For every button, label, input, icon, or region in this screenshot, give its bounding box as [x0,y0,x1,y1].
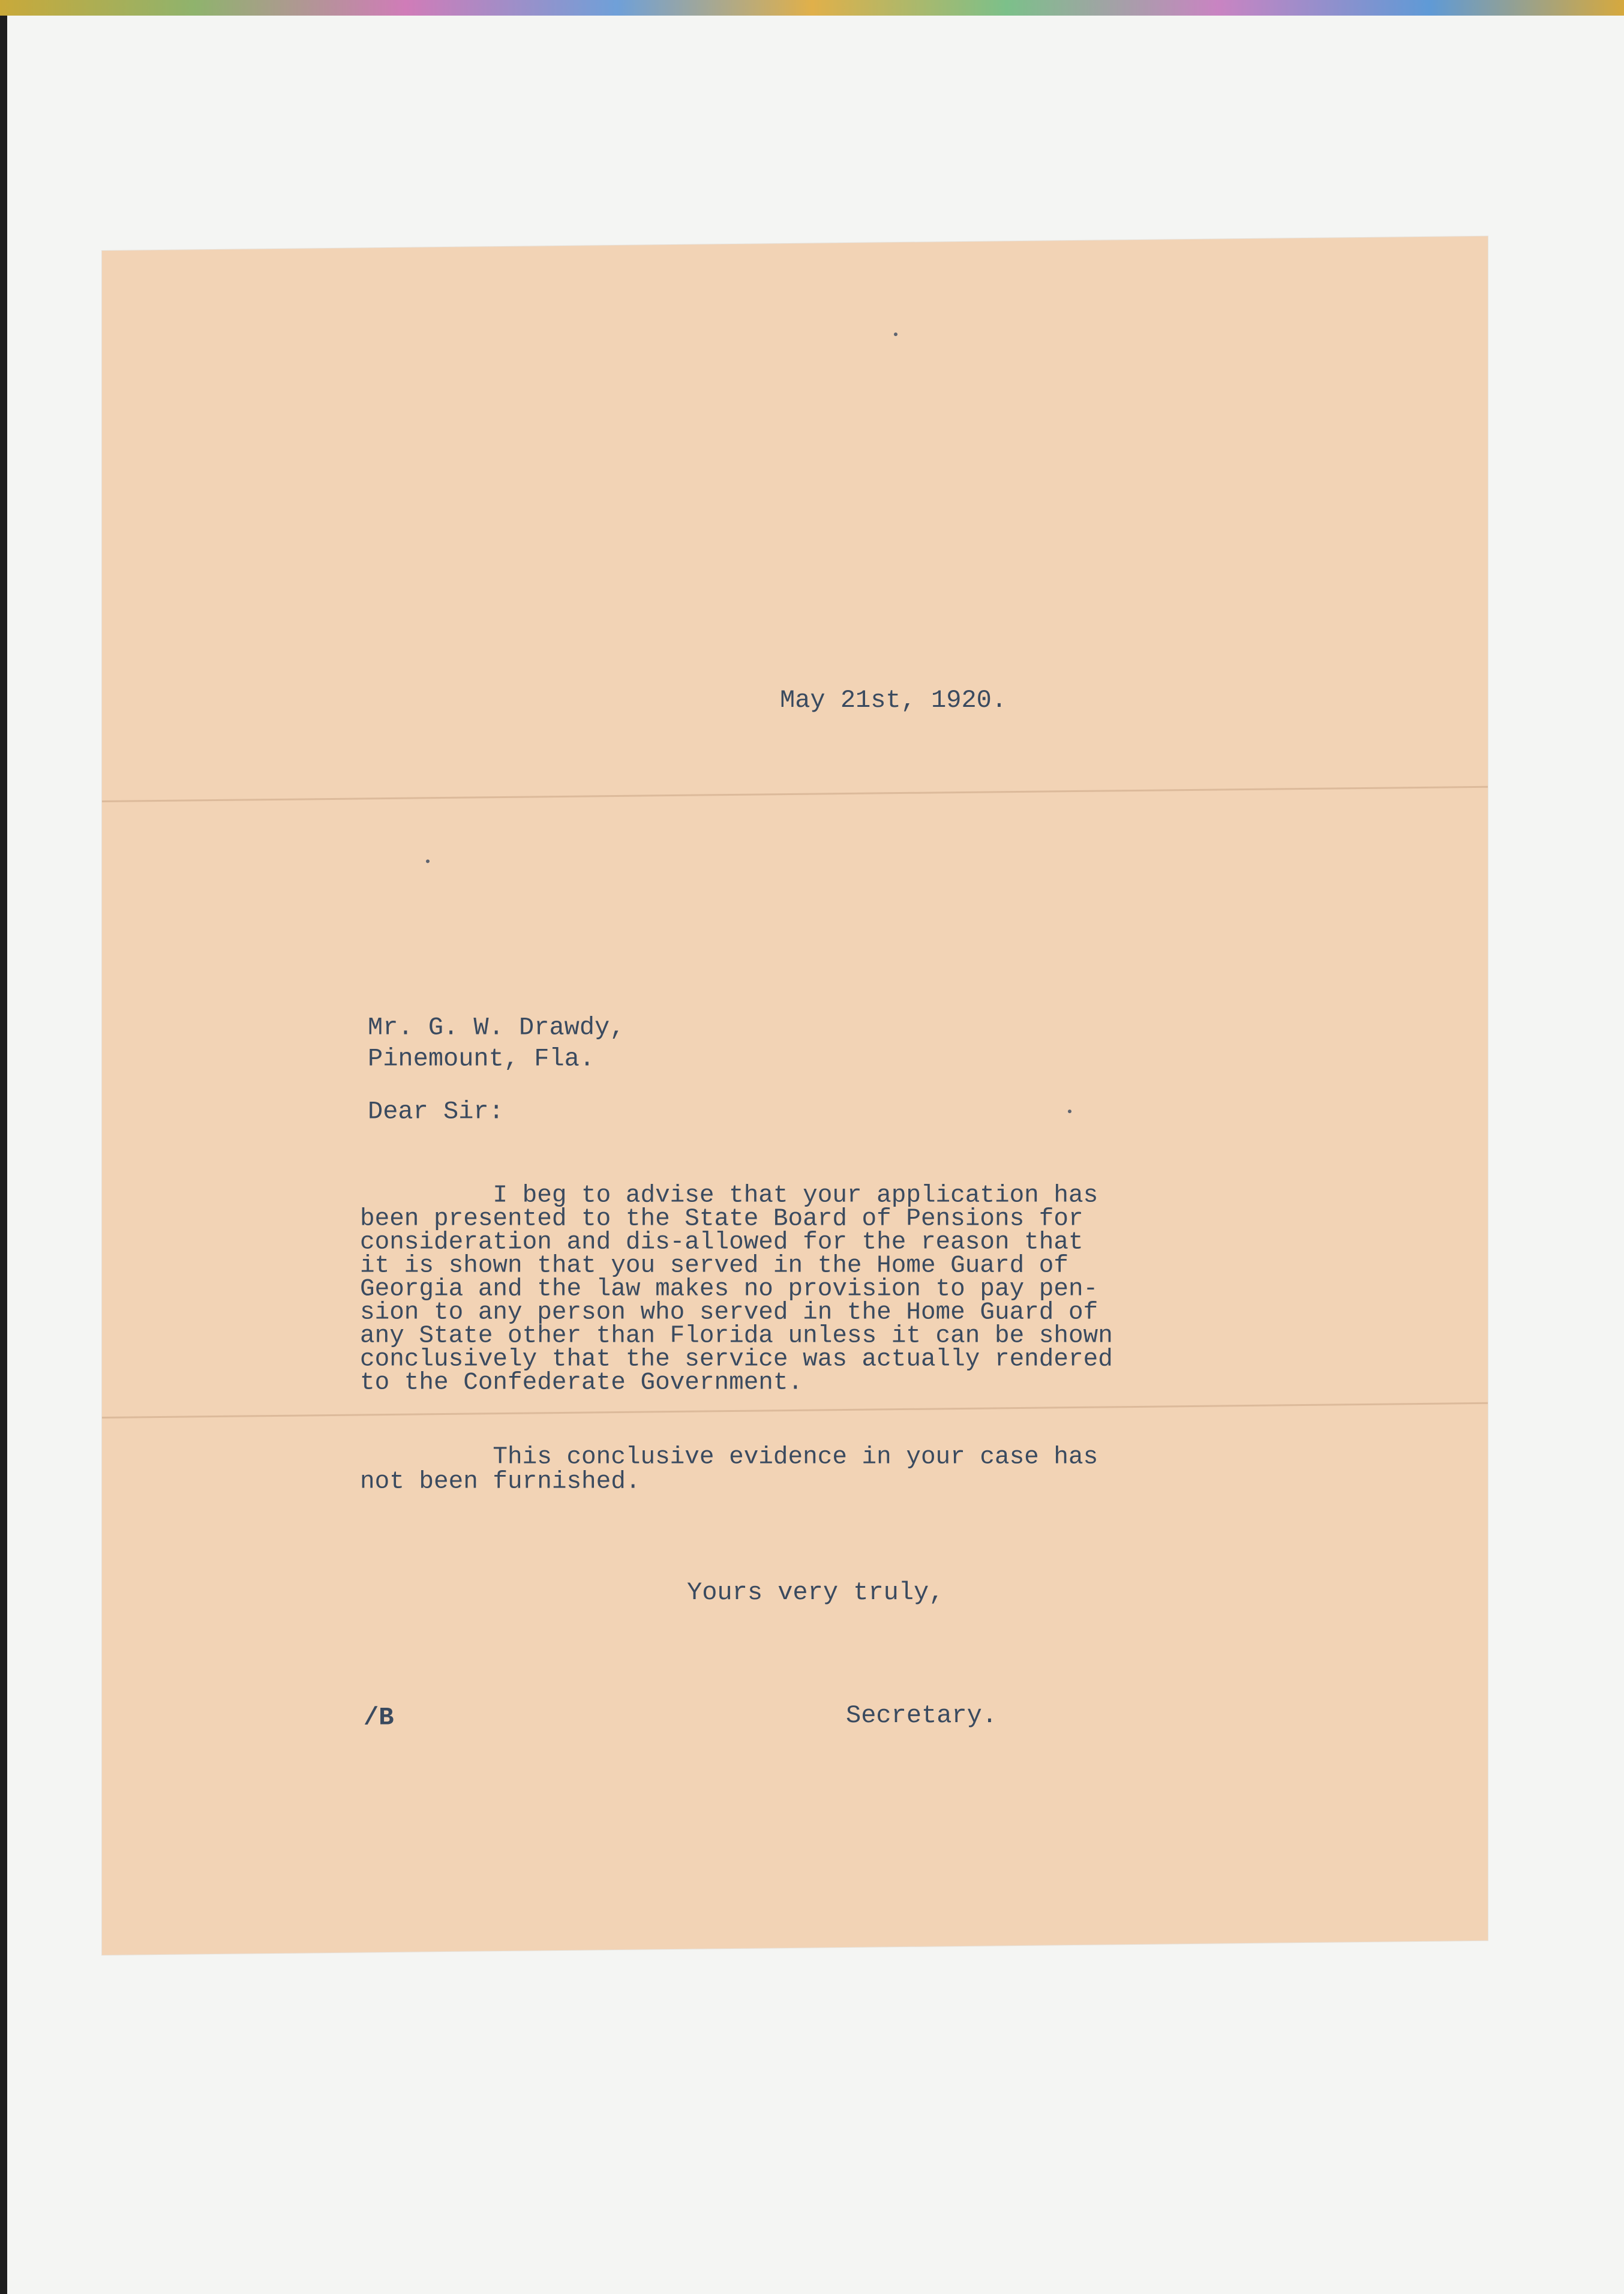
body-line: I beg to advise that your application has [360,1182,1098,1210]
letter-sheet [102,236,1488,1955]
body-line: conclusively that the service was actually rendered [360,1345,1113,1374]
body-line: consideration and dis-allowed for the reason that [360,1228,1083,1257]
letter-closing-paragraph [360,1445,1098,1494]
body-line: been presented to the State Board of Pensions for [360,1205,1083,1233]
body-line: any State other than Florida unless it can be shown [360,1322,1113,1350]
fold-crease-lower [102,1402,1488,1419]
scan-color-strip [0,0,1624,16]
letter-date: May 21st, 1920. [780,686,1007,715]
body-line: it is shown that you served in the Home Guard of [360,1252,1068,1280]
ink-speck [894,332,897,336]
fold-crease-upper [102,786,1488,802]
scan-left-edge [0,16,7,2294]
addressee-name: Mr. G. W. Drawdy, [368,1013,625,1042]
letter-body-paragraph [360,1184,1113,1395]
signature-title: Secretary. [846,1701,998,1731]
ink-speck [426,859,430,863]
body-line: to the Confederate Government. [360,1369,803,1397]
addressee-location: Pinemount, Fla. [368,1044,595,1073]
ink-speck [1068,1109,1071,1113]
addressee-block [368,1012,625,1074]
typist-initials: /B [364,1703,394,1732]
body-line: Georgia and the law makes no provision to pay pen- [360,1275,1098,1303]
salutation: Dear Sir: [368,1097,504,1126]
closing-line: not been furnished. [360,1468,641,1496]
valediction: Yours very truly, [687,1578,944,1607]
body-line: sion to any person who served in the Home Guard of [360,1299,1098,1327]
closing-line: This conclusive evidence in your case has [360,1443,1098,1471]
